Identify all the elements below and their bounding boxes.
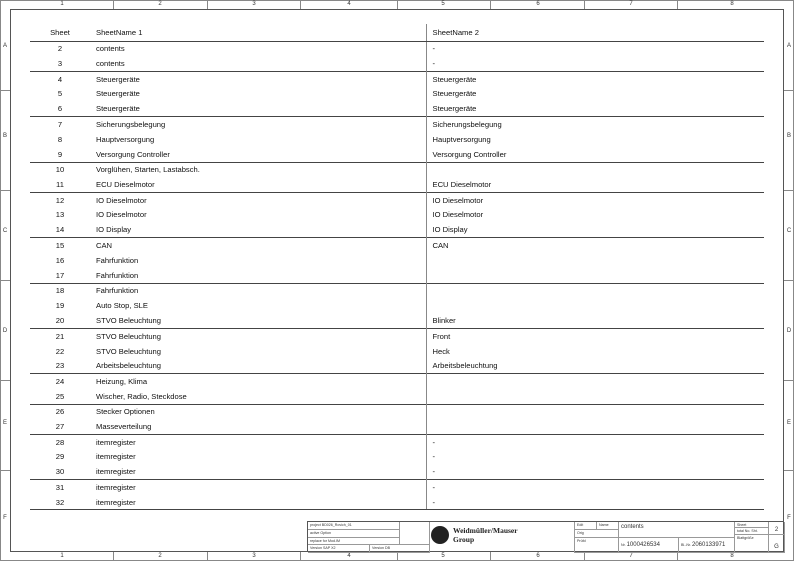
sheet-total-label: total No. Sht. bbox=[735, 528, 769, 535]
column-number: 3 bbox=[252, 553, 256, 559]
sheet-number-cell: 6 bbox=[57, 104, 63, 114]
order-number: Nr. 1000426534 bbox=[619, 538, 679, 553]
table-row bbox=[30, 359, 764, 374]
sheet-number-cell: 5 bbox=[57, 89, 63, 99]
sheet-number-cell: 23 bbox=[55, 361, 65, 371]
sheetname-1-cell: STVO Beleuchtung bbox=[90, 313, 426, 328]
column-number: 4 bbox=[347, 1, 351, 7]
sheetname-1-cell: Fahrfunktion bbox=[90, 268, 426, 283]
table-row bbox=[30, 268, 764, 283]
sheet-number-cell: 21 bbox=[30, 328, 90, 343]
sheetname-2-cell bbox=[426, 162, 764, 177]
column-number: 8 bbox=[730, 553, 734, 559]
sheet-number-cell: 30 bbox=[55, 467, 65, 477]
row-letter: D bbox=[786, 328, 792, 334]
row-divider bbox=[784, 90, 794, 91]
sheetname-1-cell: Heizung, Klima bbox=[90, 374, 426, 389]
sheetname-2-cell: Arbeitsbeleuchtung bbox=[432, 361, 498, 371]
sheetname-2-cell: - bbox=[426, 480, 764, 495]
sheetname-1-cell: STVO Beleuchtung bbox=[90, 344, 426, 359]
row-letter: C bbox=[2, 228, 8, 234]
row-ruler-left bbox=[0, 9, 10, 552]
sheetname-2-cell: - bbox=[432, 44, 436, 54]
sheet-number-cell: 31 bbox=[30, 480, 90, 495]
orig-label: Orig bbox=[575, 530, 619, 538]
sheet-number-cell: 28 bbox=[30, 434, 90, 449]
sheetname-2-cell: IO Display bbox=[432, 225, 468, 235]
table-row bbox=[30, 192, 764, 207]
version-db: Version DB bbox=[370, 545, 430, 553]
sheet-index-table bbox=[30, 24, 764, 510]
sheet-number-cell: 2 bbox=[57, 44, 63, 54]
row-divider bbox=[0, 190, 10, 191]
sheetname-1-cell: Masseverteilung bbox=[90, 419, 426, 434]
row-letter: A bbox=[2, 43, 7, 49]
sheet-number-cell: 7 bbox=[30, 117, 90, 132]
table-row bbox=[30, 449, 764, 464]
drawing-number: Bl.-Nr. 2060133971 bbox=[679, 538, 735, 553]
sheetname-1-cell: contents bbox=[90, 56, 426, 71]
header-sheetname-2: SheetName 2 bbox=[426, 24, 764, 41]
sheetname-2-cell: - bbox=[432, 58, 436, 68]
sheet-format: G bbox=[769, 535, 785, 553]
column-number: 1 bbox=[60, 1, 64, 7]
sheetname-1-cell: Sicherungsbelegung bbox=[90, 117, 426, 132]
project-label: project BD026_Rovich_01 bbox=[308, 522, 400, 530]
sheetname-2-cell: IO Dieselmotor bbox=[426, 192, 764, 207]
table-row bbox=[30, 313, 764, 328]
table-row bbox=[30, 434, 764, 449]
sheet-number-cell: 4 bbox=[30, 71, 90, 86]
sheetname-1-cell: Fahrfunktion bbox=[90, 283, 426, 298]
column-number: 5 bbox=[441, 1, 445, 7]
table-row bbox=[30, 223, 764, 238]
sheetname-1-cell: Steuergeräte bbox=[90, 102, 426, 117]
sheetname-2-cell: - bbox=[432, 467, 436, 477]
sheetname-2-cell: - bbox=[426, 434, 764, 449]
sheetname-1-cell: Steuergeräte bbox=[90, 71, 426, 86]
sheetname-2-cell: Hauptversorgung bbox=[432, 134, 491, 144]
table-row bbox=[30, 132, 764, 147]
column-number: 6 bbox=[536, 553, 540, 559]
sheetname-2-cell bbox=[426, 374, 764, 389]
sheetname-1-cell: Auto Stop, SLE bbox=[90, 298, 426, 313]
table-row bbox=[30, 41, 764, 56]
sheetname-2-cell: - bbox=[426, 495, 764, 510]
table-row bbox=[30, 177, 764, 192]
table-row bbox=[30, 117, 764, 132]
sheetname-2-cell: Versorgung Controller bbox=[432, 149, 507, 159]
logo-area bbox=[430, 522, 575, 553]
sheet-label: Sheet bbox=[735, 522, 769, 528]
sheet-number-cell: 19 bbox=[55, 301, 65, 311]
column-divider bbox=[490, 552, 491, 561]
column-divider bbox=[490, 0, 491, 9]
table-row bbox=[30, 253, 764, 268]
row-divider bbox=[0, 280, 10, 281]
document-title: contents bbox=[619, 522, 735, 538]
sheet-number-cell: 15 bbox=[30, 238, 90, 253]
row-divider bbox=[0, 380, 10, 381]
replace-label: replace for Mod.IM bbox=[308, 538, 400, 545]
company-logo-text: Weidmüller/Mauser Group bbox=[453, 526, 518, 544]
column-divider bbox=[584, 0, 585, 9]
sheetname-1-cell: itemregister bbox=[90, 480, 426, 495]
sheet-number-cell: 8 bbox=[57, 134, 63, 144]
sheetname-2-cell: Front bbox=[426, 328, 764, 343]
column-number: 2 bbox=[158, 553, 162, 559]
sheetname-1-cell: IO Dieselmotor bbox=[90, 192, 426, 207]
table-row bbox=[30, 374, 764, 389]
version-sap: Version SAP X2 bbox=[308, 545, 370, 553]
sheet-number-cell: 13 bbox=[55, 210, 65, 220]
header-sheetname-1: SheetName 1 bbox=[90, 24, 426, 41]
sheetname-2-cell: Steuergeräte bbox=[426, 71, 764, 86]
sheetname-1-cell: Vorglühen, Starten, Lastabsch. bbox=[90, 162, 426, 177]
sheet-number-cell: 12 bbox=[30, 192, 90, 207]
column-ruler-top bbox=[10, 0, 784, 9]
table-row bbox=[30, 147, 764, 162]
table-row bbox=[30, 207, 764, 222]
date-label: Edit bbox=[575, 522, 597, 530]
row-letter: D bbox=[2, 328, 8, 334]
sheet-number-cell: 17 bbox=[55, 270, 65, 280]
column-divider bbox=[300, 0, 301, 9]
sheetname-2-cell: Blinker bbox=[432, 316, 456, 326]
column-number: 4 bbox=[347, 553, 351, 559]
column-number: 5 bbox=[441, 553, 445, 559]
sheet-number: 2 bbox=[769, 522, 785, 535]
sheet-number-cell: 25 bbox=[55, 391, 65, 401]
row-letter: F bbox=[787, 515, 791, 521]
active-option-label: active Option bbox=[308, 530, 400, 538]
column-number: 3 bbox=[252, 1, 256, 7]
check-label: Prüfd bbox=[575, 538, 619, 553]
table-row bbox=[30, 162, 764, 177]
column-number: 7 bbox=[629, 1, 633, 7]
format-label: Blattgröße bbox=[735, 535, 769, 553]
row-letter: E bbox=[2, 420, 7, 426]
sheet-number-cell: 14 bbox=[55, 225, 65, 235]
row-divider bbox=[0, 470, 10, 471]
column-divider bbox=[207, 0, 208, 9]
row-divider bbox=[784, 190, 794, 191]
table-row bbox=[30, 495, 764, 510]
sheetname-2-cell: - bbox=[432, 452, 436, 462]
row-letter: E bbox=[786, 420, 791, 426]
sheet-number-cell: 26 bbox=[30, 404, 90, 419]
title-block bbox=[307, 521, 784, 552]
sheet-number-cell: 18 bbox=[30, 283, 90, 298]
sheetname-1-cell: Hauptversorgung bbox=[90, 132, 426, 147]
column-divider bbox=[113, 552, 114, 561]
sheetname-1-cell: STVO Beleuchtung bbox=[90, 328, 426, 343]
row-letter: F bbox=[3, 515, 7, 521]
sheet-number-cell: 27 bbox=[55, 421, 65, 431]
table-row bbox=[30, 344, 764, 359]
sheetname-1-cell: IO Dieselmotor bbox=[90, 207, 426, 222]
sheetname-2-cell bbox=[426, 389, 764, 404]
sheetname-2-cell: IO Dieselmotor bbox=[432, 210, 484, 220]
sheetname-2-cell: Sicherungsbelegung bbox=[426, 117, 764, 132]
sheetname-1-cell: itemregister bbox=[90, 495, 426, 510]
table-row bbox=[30, 102, 764, 117]
sheetname-2-cell: Steuergeräte bbox=[432, 104, 477, 114]
table-row bbox=[30, 298, 764, 313]
sheetname-1-cell: CAN bbox=[90, 238, 426, 253]
sheetname-2-cell bbox=[426, 404, 764, 419]
column-ruler-bottom bbox=[10, 552, 784, 561]
sheetname-1-cell: contents bbox=[90, 41, 426, 56]
table-row bbox=[30, 56, 764, 71]
column-number: 7 bbox=[629, 553, 633, 559]
column-divider bbox=[300, 552, 301, 561]
sheet-number-cell: 11 bbox=[56, 179, 64, 189]
sheet-number-cell: 32 bbox=[30, 495, 90, 510]
column-divider bbox=[207, 552, 208, 561]
row-letter: A bbox=[786, 43, 791, 49]
blank-cell bbox=[400, 522, 430, 545]
sheet-number-cell: 9 bbox=[57, 149, 63, 159]
name-label: Name bbox=[597, 522, 619, 530]
sheetname-1-cell: Steuergeräte bbox=[90, 86, 426, 101]
sheetname-2-cell bbox=[426, 419, 764, 434]
row-divider bbox=[784, 280, 794, 281]
column-number: 8 bbox=[730, 1, 734, 7]
sheetname-2-cell: Steuergeräte bbox=[432, 89, 477, 99]
sheetname-1-cell: itemregister bbox=[90, 434, 426, 449]
sheetname-2-cell bbox=[426, 298, 764, 313]
column-divider bbox=[397, 552, 398, 561]
row-divider bbox=[784, 380, 794, 381]
sheet-number-cell: 3 bbox=[57, 58, 63, 68]
table-row bbox=[30, 419, 764, 434]
table-row bbox=[30, 328, 764, 343]
table-row bbox=[30, 86, 764, 101]
table-row bbox=[30, 238, 764, 253]
table-row bbox=[30, 389, 764, 404]
row-ruler-right bbox=[784, 9, 794, 552]
table-row bbox=[30, 465, 764, 480]
sheetname-1-cell: Wischer, Radio, Steckdose bbox=[90, 389, 426, 404]
column-divider bbox=[677, 0, 678, 9]
row-letter: B bbox=[786, 133, 791, 139]
sheetname-2-cell: Heck bbox=[432, 346, 450, 356]
sheetname-2-cell: CAN bbox=[426, 238, 764, 253]
column-number: 2 bbox=[158, 1, 162, 7]
sheetname-2-cell bbox=[426, 283, 764, 298]
row-letter: C bbox=[786, 228, 792, 234]
sheetname-1-cell: Stecker Optionen bbox=[90, 404, 426, 419]
column-divider bbox=[677, 552, 678, 561]
sheetname-1-cell: Versorgung Controller bbox=[90, 147, 426, 162]
sheet-number-cell: 16 bbox=[55, 255, 65, 265]
sheet-rows bbox=[30, 41, 764, 510]
table-row bbox=[30, 71, 764, 86]
column-divider bbox=[584, 552, 585, 561]
column-number: 1 bbox=[60, 553, 64, 559]
table-row bbox=[30, 283, 764, 298]
sheet-number-cell: 22 bbox=[55, 346, 65, 356]
column-number: 6 bbox=[536, 1, 540, 7]
column-divider bbox=[113, 0, 114, 9]
sheetname-1-cell: itemregister bbox=[90, 449, 426, 464]
sheetname-1-cell: Fahrfunktion bbox=[90, 253, 426, 268]
sheetname-2-cell bbox=[426, 268, 764, 283]
sheet-number-cell: 20 bbox=[55, 316, 65, 326]
table-row bbox=[30, 480, 764, 495]
table-header-row bbox=[30, 24, 764, 41]
sheetname-1-cell: IO Display bbox=[90, 223, 426, 238]
sheetname-1-cell: Arbeitsbeleuchtung bbox=[90, 359, 426, 374]
table-row bbox=[30, 404, 764, 419]
column-divider bbox=[397, 0, 398, 9]
sheetname-2-cell bbox=[426, 253, 764, 268]
sheet-number-cell: 29 bbox=[55, 452, 65, 462]
sheet-number-cell: 10 bbox=[30, 162, 90, 177]
row-divider bbox=[784, 470, 794, 471]
sheetname-1-cell: ECU Dieselmotor bbox=[90, 177, 426, 192]
header-sheet: Sheet bbox=[30, 24, 90, 41]
row-letter: B bbox=[2, 133, 7, 139]
sheetname-1-cell: itemregister bbox=[90, 465, 426, 480]
row-divider bbox=[0, 90, 10, 91]
sheetname-2-cell: ECU Dieselmotor bbox=[432, 179, 492, 189]
sheet-number-cell: 24 bbox=[30, 374, 90, 389]
